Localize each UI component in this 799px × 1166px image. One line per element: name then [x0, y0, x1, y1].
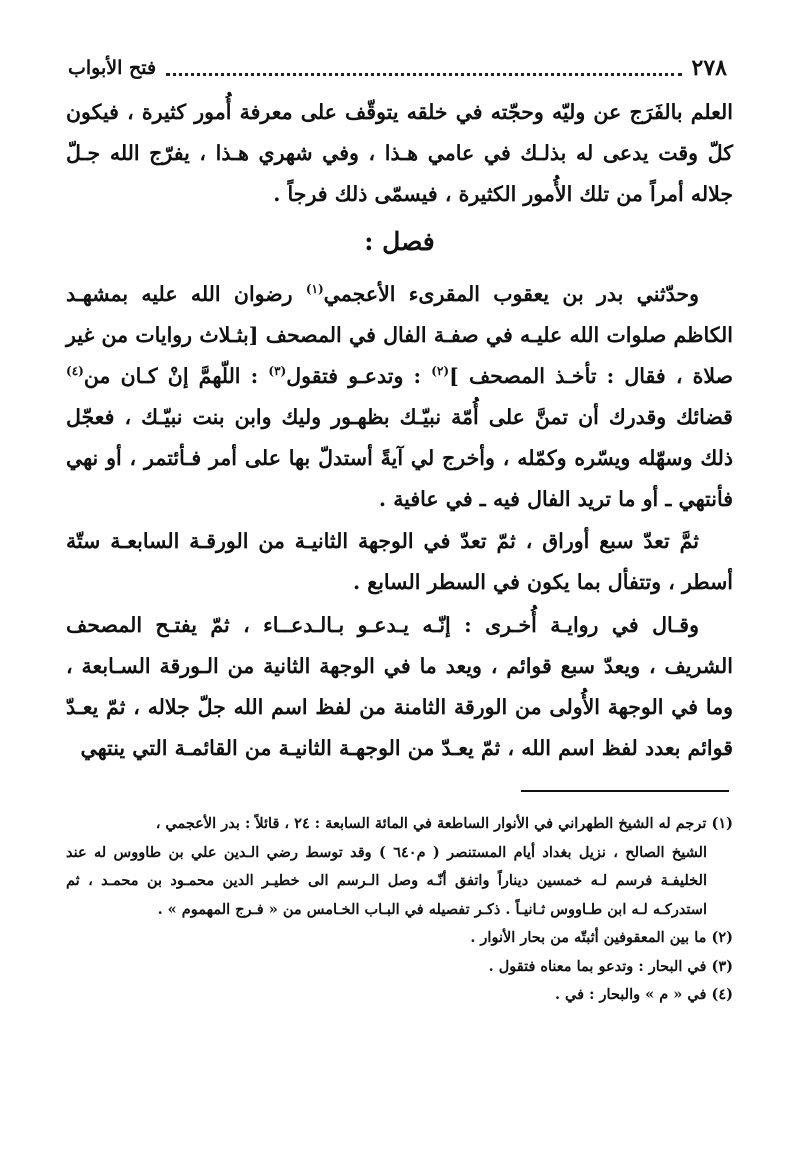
footnotes — [66, 810, 733, 1010]
paragraph-2 — [66, 274, 733, 520]
paragraph-2-text-c: : وتدعـو فتقول — [286, 364, 432, 388]
footnote-ref-1: (١) — [305, 282, 324, 297]
paragraph-2-text-d: : اللّهمَّ إنْ كـان من — [83, 364, 269, 388]
paragraph-2-text-a: وحدّثني بدر بن يعقوب المقرىء الأعجمي — [323, 282, 699, 306]
page-header — [68, 52, 727, 84]
footnote-4: (٤) في « م » والبحار : في . — [554, 986, 733, 1003]
footnote-2: (٢) ما بين المعقوفين أثبتّه من بحار الأنوار . — [470, 929, 733, 946]
paragraph-1: العلم بالفَرَج عن وليّه وحجّته في خلقه يتوقّف على معرفة أُمور كثيرة ، فيكون كلّ وقت يدعى له بذلـك في عامي هـذا ، وفي شهري هـذا ، يفرّج الله جـلّ جلاله أمراً من تلك الأُمور الكثيرة ، فيسمّى ذلك فرجاً . — [66, 100, 733, 206]
footnote-ref-2: (٢) — [431, 364, 450, 379]
footnote-1-continued: الشيخ الصالح ، نزيل بغداد أيام المستنصر ( م٦٤٠ ) وقد توسط رضي الـدين علي بن طاووس له عند الخليفـة فرسم لـه خمسين ديناراً واتفق أنّـه وصل الـرسم الى خطيـر الدين محمـود بن محمـد ، ثم استدركـه لـه ابن طـاووس ثـانيـاً . ذكـر تفصيله في البـاب الخـامس من « فـرج المهموم » . — [66, 843, 707, 918]
footnote-separator — [521, 790, 729, 792]
paragraph-4: وقـال في روايـة أُخـرى : إنّـه يـدعـو بـالـدعــاء ، ثمّ يفتـح المصحف الشريف ، ويعدّ سبع قوائم ، ويعد ما في الوجهة الثانية من الـورقة السـابعة ، وما في الوجهة الأُولى من الورقة الثامنة من لفظ اسم الله جلّ جلاله ، ثمّ يعـدّ قوائم بعدد لفظ اسم الله ، ثمّ يعـدّ من الوجهـة الثانيـة من القائمـة التي ينتهي — [66, 613, 733, 760]
section-heading: فصل : — [364, 227, 435, 256]
running-title: فتح الأبواب — [68, 57, 157, 79]
footnote-ref-3: (٣) — [268, 364, 287, 379]
paragraph-3: ثمَّ تعدّ سبع أوراق ، ثمّ تعدّ في الوجهة الثانيـة من الورقـة السابعـة ستّة أسطر ، وتتفأل بما يكون في السطر السابع . — [66, 529, 733, 594]
paragraph-2-text-e: قضائك وقدرك أن تمنَّ على أُمّة نبيّـك بظهـور وليك وابن بنت نبيّـك ، فعجّل ذلك وسهّله ويسّره وكمّله ، وأخرج لي آيةً أستدلّ بها على أمر فـأئتمر ، أو نهي فأنتهي ـ أو ما تريد الفال فيه ـ في عافية . — [66, 405, 733, 511]
footnote-3: (٣) في البحار : وتدعو بما معناه فتقول . — [488, 957, 733, 975]
paragraph-2-text-b: رضوان الله عليه بمشهـد الكاظم صلوات الله عليـه في صفـة الفال في المصحف [بثـلاث روايات من غير صلاة ، فقال : تأخـذ المصحف ] — [66, 282, 734, 388]
page-number: ٢٧٨ — [691, 55, 727, 81]
footnote-ref-4: (٤) — [66, 364, 84, 379]
dotted-leader — [166, 61, 681, 76]
footnote-1: (١) ترجم له الشيخ الطهراني في الأنوار الساطعة في المائة السابعة : ٢٤ ، قائلاً : بدر الأعجمي ، — [155, 815, 733, 832]
